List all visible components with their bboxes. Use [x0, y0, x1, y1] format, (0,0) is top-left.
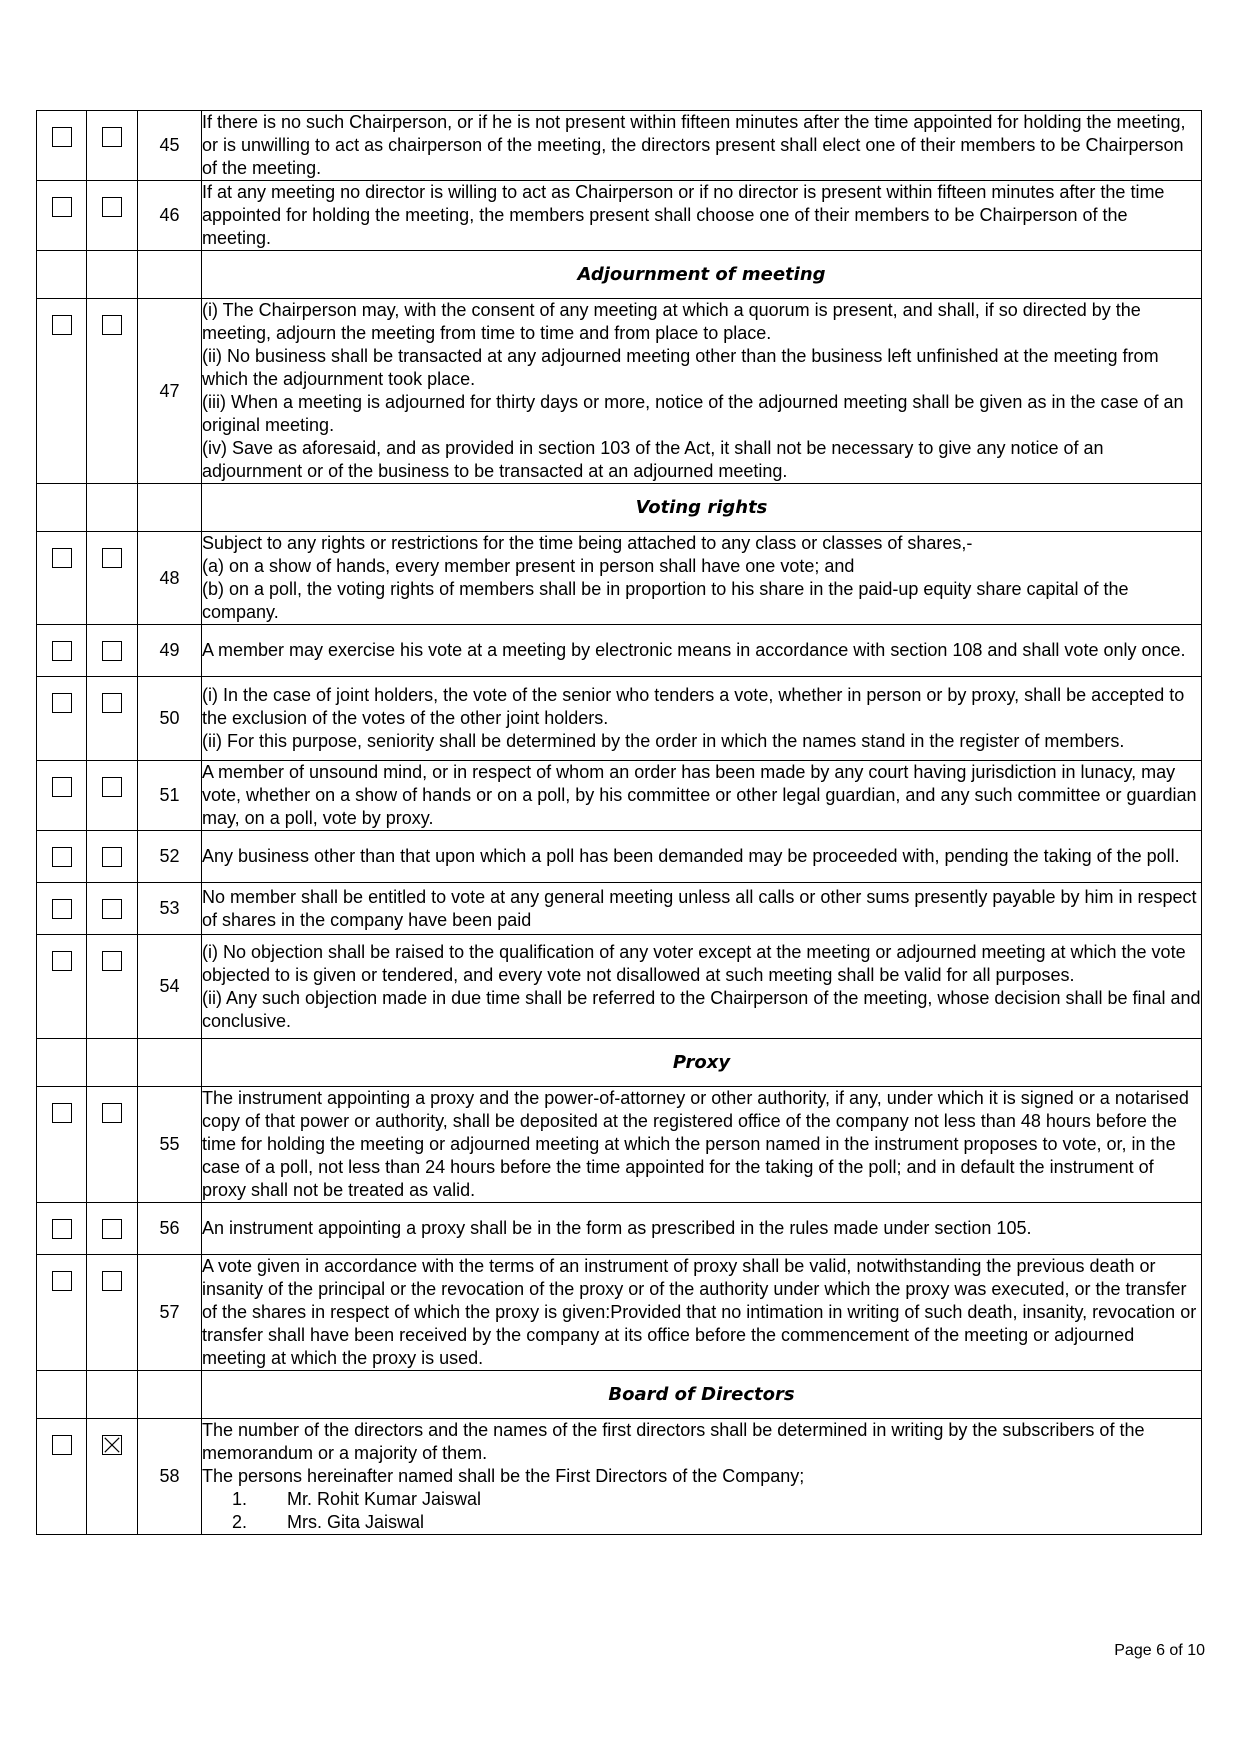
- article-number: 54: [138, 935, 202, 1039]
- checkbox-cell: [87, 1087, 138, 1203]
- article-text: [202, 935, 1202, 1039]
- checkbox[interactable]: [52, 548, 72, 568]
- article-row: [37, 883, 1202, 935]
- article-text: [202, 625, 1202, 677]
- article-number: 51: [138, 761, 202, 831]
- checkbox[interactable]: [52, 951, 72, 971]
- checkbox-cell: [87, 532, 138, 625]
- checkbox[interactable]: [102, 548, 122, 568]
- checkbox[interactable]: [102, 1219, 122, 1239]
- checkbox-cell: [37, 299, 87, 484]
- article-row: [37, 625, 1202, 677]
- article-text: [202, 1255, 1202, 1371]
- article-row: [37, 1087, 1202, 1203]
- checkbox-cell: [37, 935, 87, 1039]
- checkbox-cell: [37, 1255, 87, 1371]
- article-number: 58: [138, 1419, 202, 1535]
- article-paragraph: A member of unsound mind, or in respect of whom an order has been made by any court having jurisdiction in lunacy, may vote, whether on a show of hands or on a poll, by his committee or other legal guardian, and any such committee or guardian may, on a poll, vote by proxy.: [202, 762, 1197, 828]
- cross-mark-icon: [103, 1436, 121, 1454]
- checkbox-cell: [87, 1419, 138, 1535]
- article-row: [37, 935, 1202, 1039]
- checkbox-cell: [37, 111, 87, 181]
- section-heading: Proxy: [202, 1039, 1202, 1087]
- article-number: 55: [138, 1087, 202, 1203]
- checkbox-cell: [87, 1203, 138, 1255]
- checkbox[interactable]: [52, 641, 72, 661]
- article-row: [37, 831, 1202, 883]
- article-paragraph: Any business other than that upon which a poll has been demanded may be proceeded with, pending the taking of the poll.: [202, 846, 1180, 866]
- checkbox-cell: [87, 761, 138, 831]
- checkbox[interactable]: [52, 693, 72, 713]
- article-text: [202, 761, 1202, 831]
- checkbox[interactable]: [102, 899, 122, 919]
- checkbox[interactable]: [102, 847, 122, 867]
- checkbox-cell: [87, 1255, 138, 1371]
- article-row: [37, 181, 1202, 251]
- empty-cell: [87, 1039, 138, 1087]
- checkbox-cell: [37, 1203, 87, 1255]
- article-paragraph: (ii) No business shall be transacted at any adjourned meeting other than the business left unfinished at the meeting from which the adjournment took place.: [202, 346, 1159, 389]
- director-name: Mrs. Gita Jaiswal: [287, 1512, 425, 1532]
- checkbox[interactable]: [102, 951, 122, 971]
- checkbox-checked[interactable]: [102, 1435, 122, 1455]
- checkbox-cell: [87, 677, 138, 761]
- article-row: [37, 761, 1202, 831]
- article-paragraph: (i) In the case of joint holders, the vote of the senior who tenders a vote, whether in person or by proxy, shall be accepted to the exclusion of the votes of the other joint holders.: [202, 685, 1185, 728]
- article-paragraph: (a) on a show of hands, every member present in person shall have one vote; and: [202, 556, 855, 576]
- checkbox-cell: [37, 1087, 87, 1203]
- checkbox[interactable]: [52, 777, 72, 797]
- article-paragraph: If there is no such Chairperson, or if he is not present within fifteen minutes after the time appointed for holding the meeting, or is unwilling to act as chairperson of the meeting, the directors present shall elect one of their members to be Chairperson of the meeting.: [202, 112, 1186, 178]
- checkbox[interactable]: [52, 315, 72, 335]
- checkbox-cell: [37, 181, 87, 251]
- checkbox-cell: [87, 181, 138, 251]
- checkbox-cell: [87, 935, 138, 1039]
- checkbox-cell: [37, 831, 87, 883]
- article-text: [202, 1419, 1202, 1535]
- empty-cell: [37, 251, 87, 299]
- checkbox[interactable]: [52, 1103, 72, 1123]
- article-text: [202, 532, 1202, 625]
- article-text: [202, 299, 1202, 484]
- article-text: [202, 677, 1202, 761]
- section-heading: Voting rights: [202, 484, 1202, 532]
- article-number: 50: [138, 677, 202, 761]
- checkbox-cell: [87, 831, 138, 883]
- empty-cell: [138, 1039, 202, 1087]
- article-paragraph: (iii) When a meeting is adjourned for thirty days or more, notice of the adjourned meeting shall be given as in the case of an original meeting.: [202, 392, 1184, 435]
- article-text: [202, 831, 1202, 883]
- empty-cell: [138, 251, 202, 299]
- article-paragraph: If at any meeting no director is willing to act as Chairperson or if no director is present within fifteen minutes after the time appointed for holding the meeting, the members present shall choose one of their members to be Chairperson of the meeting.: [202, 182, 1165, 248]
- article-text: [202, 883, 1202, 935]
- list-index: 2.: [232, 1512, 248, 1532]
- section-heading-row: [37, 1371, 1202, 1419]
- checkbox-cell: [37, 625, 87, 677]
- article-row: [37, 1255, 1202, 1371]
- empty-cell: [37, 1371, 87, 1419]
- article-row: [37, 111, 1202, 181]
- checkbox[interactable]: [52, 1219, 72, 1239]
- empty-cell: [87, 251, 138, 299]
- article-paragraph: (i) The Chairperson may, with the consent of any meeting at which a quorum is present, and shall, if so directed by the meeting, adjourn the meeting from time to time and from place to place.: [202, 300, 1141, 343]
- page-number: Page 6 of 10: [1114, 1642, 1205, 1659]
- article-number: 53: [138, 883, 202, 935]
- article-text: [202, 111, 1202, 181]
- article-number: 45: [138, 111, 202, 181]
- article-paragraph: Subject to any rights or restrictions for the time being attached to any class or classes of shares,-: [202, 533, 973, 553]
- checkbox-cell: [37, 1419, 87, 1535]
- checkbox-cell: [87, 625, 138, 677]
- checkbox-cell: [87, 111, 138, 181]
- article-paragraph: (i) No objection shall be raised to the qualification of any voter except at the meeting or adjourned meeting at which the vote objected to is given or tendered, and every vote not disallowed at such meeting shall be valid for all purposes.: [202, 941, 1186, 985]
- article-row: [37, 1203, 1202, 1255]
- director-list-item: [202, 1511, 1201, 1534]
- checkbox-cell: [87, 883, 138, 935]
- article-row: [37, 677, 1202, 761]
- checkbox[interactable]: [102, 315, 122, 335]
- checkbox-cell: [37, 761, 87, 831]
- checkbox-cell: [37, 677, 87, 761]
- article-row: [37, 1419, 1202, 1535]
- empty-cell: [138, 484, 202, 532]
- empty-cell: [37, 1039, 87, 1087]
- checkbox-cell: [87, 299, 138, 484]
- list-index: 1.: [232, 1489, 248, 1509]
- checkbox-cell: [37, 532, 87, 625]
- article-number: 46: [138, 181, 202, 251]
- article-text: [202, 1087, 1202, 1203]
- articles-table: [36, 110, 1202, 1535]
- section-heading-row: [37, 484, 1202, 532]
- article-row: [37, 532, 1202, 625]
- article-paragraph: (iv) Save as aforesaid, and as provided in section 103 of the Act, it shall not be necessary to give any notice of an adjournment or of the business to be transacted at an adjourned meeting.: [202, 438, 1104, 481]
- article-text: [202, 1203, 1202, 1255]
- checkbox[interactable]: [102, 197, 122, 217]
- checkbox[interactable]: [52, 1271, 72, 1291]
- article-number: 56: [138, 1203, 202, 1255]
- article-paragraph: The instrument appointing a proxy and the power-of-attorney or other authority, if any, under which it is signed or a notarised copy of that power or authority, shall be deposited at the registered office of the company not less than 48 hours before the time for holding the meeting or adjourned meeting at which the person named in the instrument proposes to vote, or, in the case of a poll, not less than 24 hours before the time appointed for the taking of the poll; and in default the instrument of proxy shall not be treated as valid.: [202, 1088, 1189, 1200]
- section-heading-row: [37, 1039, 1202, 1087]
- section-heading-row: [37, 251, 1202, 299]
- article-paragraph: A vote given in accordance with the terms of an instrument of proxy shall be valid, notwithstanding the previous death or insanity of the principal or the revocation of the proxy or of the authority under which the proxy was executed, or the transfer of the shares in respect of which the proxy is given:Provided that no intimation in writing of such death, insanity, revocation or transfer shall have been received by the company at its office before the commencement of the meeting or adjourned meeting at which the proxy is used.: [202, 1256, 1197, 1368]
- empty-cell: [87, 1371, 138, 1419]
- article-paragraph: No member shall be entitled to vote at any general meeting unless all calls or other sums presently payable by him in respect of shares in the company have been paid: [202, 886, 1197, 930]
- checkbox[interactable]: [52, 847, 72, 867]
- checkbox[interactable]: [102, 777, 122, 797]
- checkbox[interactable]: [52, 197, 72, 217]
- checkbox-cell: [37, 883, 87, 935]
- director-name: Mr. Rohit Kumar Jaiswal: [287, 1489, 482, 1509]
- director-list-item: [202, 1488, 1201, 1511]
- checkbox[interactable]: [102, 693, 122, 713]
- checkbox[interactable]: [102, 127, 122, 147]
- section-heading: Adjournment of meeting: [202, 251, 1202, 299]
- article-paragraph: (b) on a poll, the voting rights of members shall be in proportion to his share in the paid-up equity share capital of the company.: [202, 579, 1129, 622]
- article-paragraph: (ii) Any such objection made in due time shall be referred to the Chairperson of the meeting, whose decision shall be final and conclusive.: [202, 987, 1201, 1031]
- checkbox[interactable]: [102, 641, 122, 661]
- article-number: 48: [138, 532, 202, 625]
- article-paragraph: The persons hereinafter named shall be the First Directors of the Company;: [202, 1466, 805, 1486]
- article-paragraph: (ii) For this purpose, seniority shall be determined by the order in which the names stand in the register of members.: [202, 731, 1125, 751]
- checkbox[interactable]: [52, 127, 72, 147]
- section-heading: Board of Directors: [202, 1371, 1202, 1419]
- empty-cell: [87, 484, 138, 532]
- article-paragraph: A member may exercise his vote at a meeting by electronic means in accordance with section 108 and shall vote only once.: [202, 640, 1186, 660]
- article-number: 49: [138, 625, 202, 677]
- article-paragraph: The number of the directors and the names of the first directors shall be determined in writing by the subscribers of the memorandum or a majority of them.: [202, 1420, 1145, 1463]
- article-text: [202, 181, 1202, 251]
- article-row: [37, 299, 1202, 484]
- checkbox[interactable]: [102, 1103, 122, 1123]
- checkbox[interactable]: [52, 1435, 72, 1455]
- article-number: 52: [138, 831, 202, 883]
- article-paragraph: An instrument appointing a proxy shall be in the form as prescribed in the rules made under section 105.: [202, 1218, 1032, 1238]
- checkbox[interactable]: [102, 1271, 122, 1291]
- articles-table-body: [37, 111, 1202, 1535]
- empty-cell: [138, 1371, 202, 1419]
- article-number: 57: [138, 1255, 202, 1371]
- empty-cell: [37, 484, 87, 532]
- checkbox[interactable]: [52, 899, 72, 919]
- article-number: 47: [138, 299, 202, 484]
